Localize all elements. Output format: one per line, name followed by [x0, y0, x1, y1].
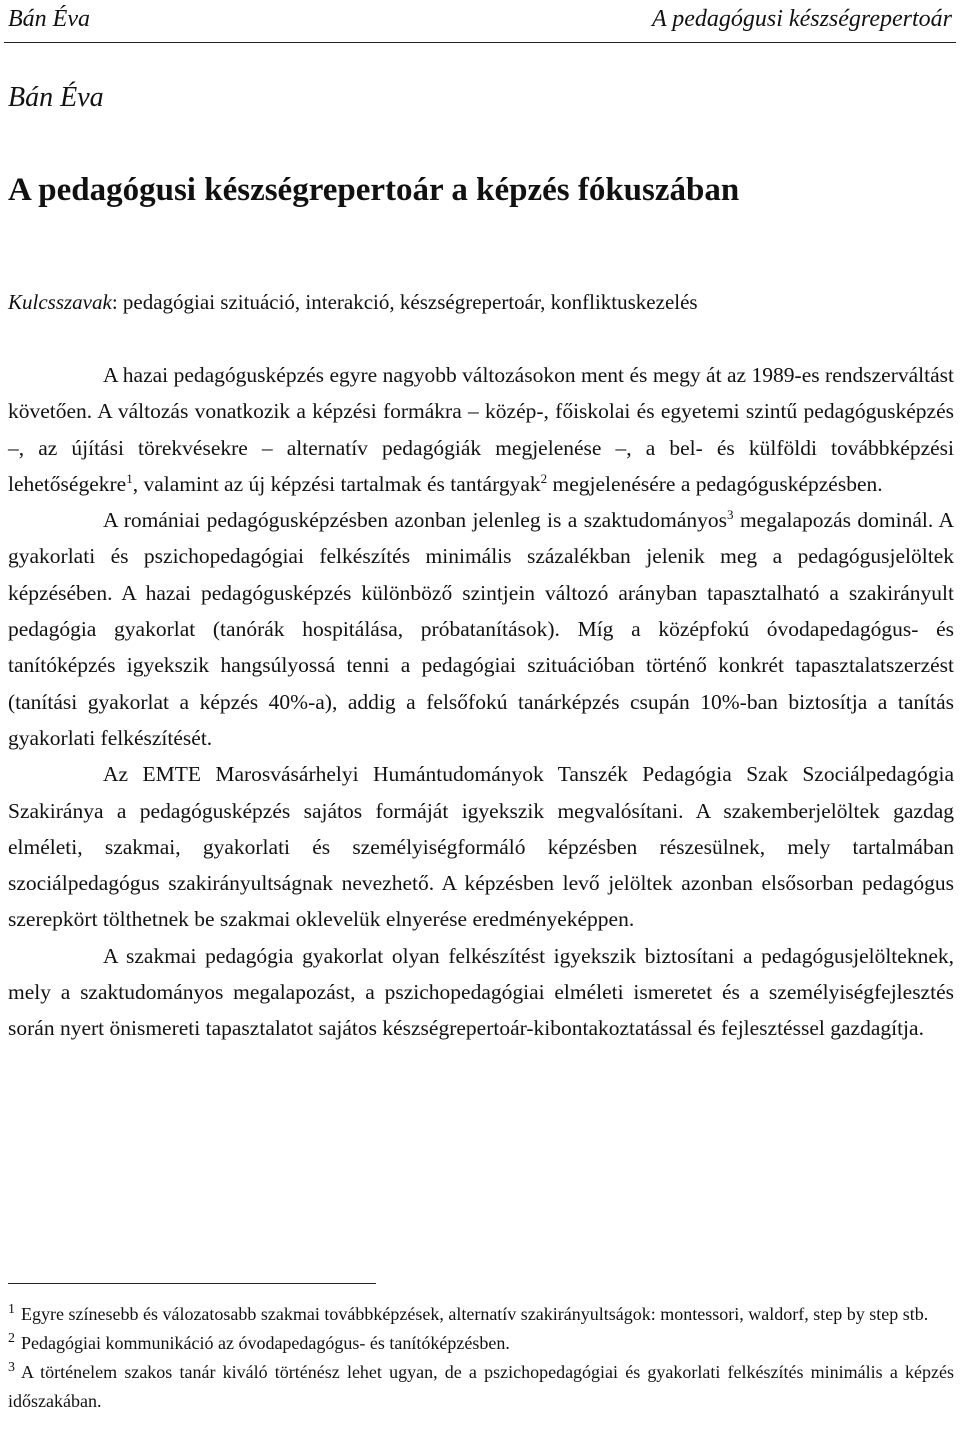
- paragraph-1: [8, 357, 954, 502]
- header-author: Bán Éva: [8, 6, 90, 32]
- footnotes: [8, 1300, 954, 1416]
- running-header: [8, 6, 952, 36]
- author-name: Bán Éva: [8, 82, 104, 113]
- footnote-rule: [8, 1283, 376, 1284]
- header-rule: [4, 42, 956, 43]
- article-title: A pedagógusi készségrepertoár a képzés fókuszában: [8, 172, 740, 208]
- paragraph-3: Az EMTE Marosvásárhelyi Humántudományok Tanszék Pedagógia Szak Szociálpedagógia Szakiránya a pedagógusképzés sajátos formáját igyekszik megvalósítani. A szakemberjelöltek gazdag elméleti, szakmai, gyakorlati és személyiségformáló képzésben részesülnek, mely tartalmában szociálpedagógus szakirányultságnak nevezhető. A képzésben levő jelöltek azonban elsősorban pedagógus szerepkört tölthetnek be szakmai oklevelük elnyerése eredményeképpen.: [8, 762, 954, 932]
- footnote-2: [8, 1329, 954, 1358]
- footnote-ref-3[interactable]: 3: [727, 507, 734, 523]
- footnote-ref-1[interactable]: 1: [126, 470, 133, 486]
- keywords-line: [8, 290, 954, 315]
- body-text: [8, 357, 954, 1047]
- paragraph-1-part-c: megjelenésére a pedagógusképzésben.: [547, 471, 883, 496]
- footnote-number: 3: [8, 1360, 15, 1375]
- paragraph-1-part-a: A hazai pedagógusképzés egyre nagyobb változásokon ment és megy át az 1989-es rendszerváltást követően. A változás vonatkozik a képzési formákra – közép-, főiskolai és egyetemi szintű pedagógusképzés –, az újítási törekvésekre – alternatív pedagógiák megjelenése –, a bel- és külföldi továbbképzési lehetőségekre: [8, 363, 954, 496]
- paragraph-4: A szakmai pedagógia gyakorlat olyan felkészítést igyekszik biztosítani a pedagógusjelölteknek, mely a szaktudományos megalapozást, a pszichopedagógiai elméleti ismeretet és a személyiségfejlesztés során nyert önismereti tapasztalatot sajátos készségrepertoár-kibontakoztatással és fejlesztéssel gazdagítja.: [8, 943, 954, 1041]
- header-title: A pedagógusi készségrepertoár: [652, 6, 952, 32]
- paragraph-2: [8, 502, 954, 756]
- footnote-ref-2[interactable]: 2: [540, 470, 548, 486]
- footnote-1: [8, 1300, 954, 1329]
- footnote-text: A történelem szakos tanár kiváló történész lehet ugyan, de a pszichopedagógiai és gyakorlati felkészítés minimális a képzés időszakában.: [8, 1362, 954, 1411]
- footnote-3: [8, 1358, 954, 1416]
- paragraph-2-part-a: A romániai pedagógusképzésben azonban jelenleg is a szaktudományos: [103, 508, 728, 533]
- paragraph-2-part-b: megalapozás dominál. A gyakorlati és pszichopedagógiai felkészítés minimális százalékban jelenik meg a pedagógusjelöltek képzésében. A hazai pedagógusképzés különböző szintjein változó arányban tapasztalható a szakirányult pedagógia gyakorlat (tanórák hospitálása, próbatanítások). Míg a középfokú óvodapedagógus- és tanítóképzés igyekszik hangsúlyossá tenni a pedagógiai szituációban történő konkrét tapasztalatszerzést (tanítási gyakorlat a képzés 40%-a), addig a felsőfokú tanárképzés csupán 10%-ban biztosítja a tanítás gyakorlati felkészítését.: [8, 508, 954, 750]
- keywords-label: Kulcsszavak: [8, 290, 112, 314]
- keywords-text: : pedagógiai szituáció, interakció, készségrepertoár, konfliktuskezelés: [111, 290, 698, 314]
- footnote-text: Egyre színesebb és válozatosabb szakmai továbbképzések, alternatív szakirányultságok: montessori, waldorf, step by step stb.: [21, 1304, 929, 1324]
- footnote-number: 1: [8, 1302, 15, 1317]
- footnote-text: Pedagógiai kommunikáció az óvodapedagógus- és tanítóképzésben.: [21, 1333, 510, 1353]
- paragraph-1-part-b: , valamint az új képzési tartalmak és tantárgyak: [132, 471, 541, 496]
- footnote-number: 2: [8, 1331, 15, 1346]
